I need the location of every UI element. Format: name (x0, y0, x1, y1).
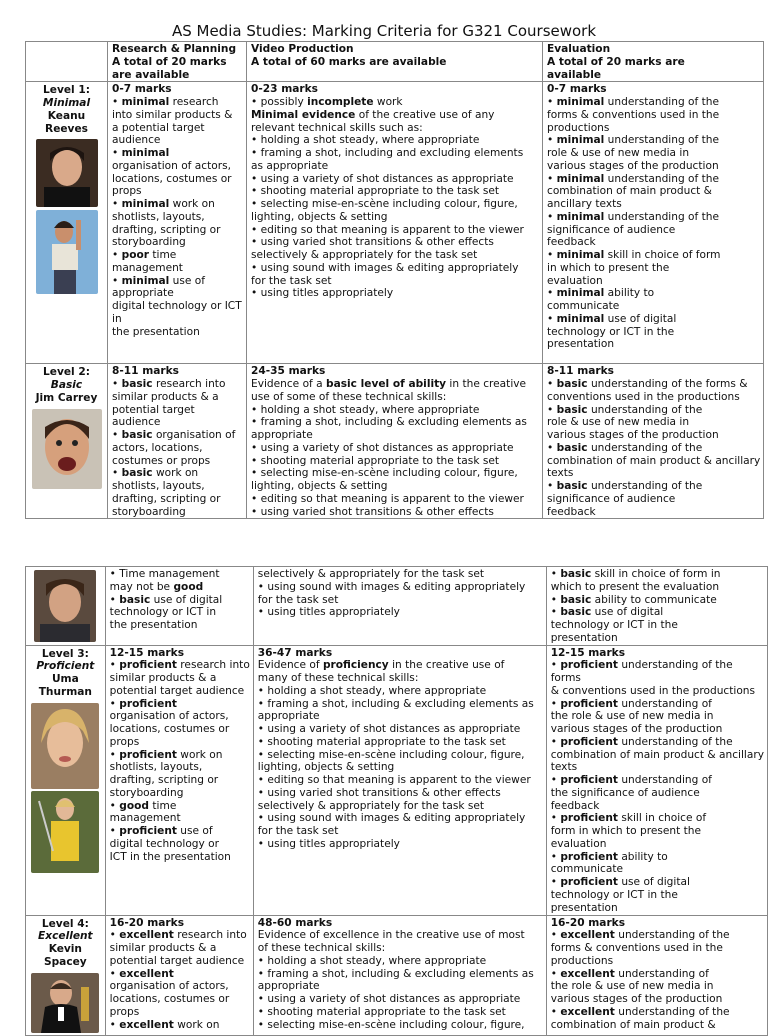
criteria-line: productions (550, 954, 614, 967)
criteria-line: technology or ICT in the (547, 325, 675, 338)
header-blank (26, 42, 108, 82)
criteria-line: locations, costumes or (109, 723, 230, 735)
level-label: Level 2: (43, 366, 90, 379)
criteria-line: for the task set (251, 274, 332, 287)
criteria-line: 0-23 marks (251, 83, 318, 96)
level-2-continued-evaluation (546, 567, 767, 646)
criteria-line: • minimal ability to (547, 287, 655, 300)
criteria-line: props (112, 185, 142, 198)
criteria-line: 12-15 marks (550, 646, 626, 659)
criteria-line: 12-15 marks (109, 646, 185, 659)
page-title: AS Media Studies: Marking Criteria for G321 Coursework (171, 22, 597, 40)
criteria-line: • using sound with images & editing appropriately (251, 261, 519, 274)
criteria-line: significance of audience (547, 223, 676, 236)
criteria-line: 48-60 marks (257, 916, 333, 929)
criteria-line: lighting, objects & setting (251, 210, 388, 223)
criteria-line: significance of audience (547, 492, 676, 505)
header-line: Evaluation (547, 43, 611, 55)
criteria-line: • holding a shot steady, where appropriate (251, 403, 480, 416)
criteria-line: • proficient work on (109, 748, 223, 761)
criteria-line: the role & use of new media in (550, 980, 714, 993)
criteria-line: • excellent (109, 967, 174, 980)
actor-name: Kevin (48, 943, 82, 955)
criteria-line: lighting, objects & setting (257, 761, 395, 774)
criteria-line: • proficient understanding of (550, 697, 712, 710)
criteria-line: digital technology or ICT (112, 300, 242, 312)
criteria-line: presentation (550, 901, 618, 914)
criteria-line: • proficient understanding of (550, 774, 712, 786)
actor-photo (31, 703, 99, 789)
criteria-line: form in which to present the (550, 825, 702, 837)
actor-name: Keanu (47, 109, 86, 122)
criteria-line: organisation of actors, (109, 710, 229, 723)
actor-name: Jim Carrey (35, 391, 98, 404)
criteria-line: props (109, 1005, 140, 1018)
criteria-line: • editing so that meaning is apparent to the viewer (257, 774, 531, 786)
criteria-line: • minimal understanding of the (547, 134, 720, 147)
criteria-line: • basic work on (112, 467, 199, 480)
criteria-line: costumes or props (112, 454, 211, 467)
criteria-line: feedback (550, 799, 600, 812)
header-video (247, 42, 543, 82)
level-name: Minimal (42, 97, 91, 109)
criteria-line: & conventions used in the productions (550, 684, 756, 697)
criteria-line: organisation of actors, (109, 980, 229, 993)
level-name: Basic (50, 379, 83, 391)
criteria-line: • basic ability to communicate (550, 593, 717, 606)
criteria-line: • framing a shot, including and excluding elements (251, 147, 524, 159)
level-1-cell (26, 82, 108, 364)
criteria-line: feedback (547, 505, 596, 518)
level-4-research (105, 915, 253, 1035)
criteria-line: • basic understanding of the forms & (547, 378, 748, 390)
criteria-line: Minimal evidence of the creative use of any (251, 108, 495, 121)
criteria-line: • holding a shot steady, where appropriate (251, 134, 480, 147)
criteria-line: • using titles appropriately (251, 287, 394, 300)
criteria-line: • basic skill in choice of form in (550, 568, 721, 580)
actor-photo (36, 210, 98, 294)
level-name: Proficient (36, 660, 95, 673)
level-2-continued-video (253, 567, 546, 646)
criteria-line: 0-7 marks (112, 83, 172, 96)
criteria-line: in which to present the (547, 261, 670, 274)
criteria-line: shotlists, layouts, (112, 210, 205, 223)
criteria-line: ancillary texts (547, 198, 622, 210)
criteria-line: • using a variety of shot distances as appropriate (251, 172, 514, 185)
criteria-line: appropriate (251, 429, 313, 441)
level-2-continued-cell (26, 567, 106, 646)
criteria-line: • framing a shot, including & excluding elements as (257, 697, 534, 710)
criteria-line: technology or ICT in the (550, 888, 678, 901)
criteria-line: 0-7 marks (547, 83, 607, 96)
criteria-line: • basic understanding of the (547, 441, 703, 454)
criteria-line: • proficient understanding of the (550, 659, 733, 672)
level-label: Level 4: (41, 917, 89, 930)
criteria-line: • excellent understanding of the (550, 929, 730, 942)
criteria-line: management (109, 812, 181, 825)
criteria-line: • excellent understanding of (550, 967, 709, 980)
criteria-line: • minimal work on (112, 198, 215, 210)
level-3-video (253, 645, 546, 915)
level-1-video (247, 82, 543, 364)
criteria-line: • shooting material appropriate to the task set (257, 1005, 506, 1018)
criteria-line: drafting, scripting or (112, 492, 221, 505)
criteria-line: 8-11 marks (112, 365, 179, 378)
criteria-line: productions (547, 121, 610, 134)
criteria-line: 16-20 marks (109, 916, 185, 929)
level-2-evaluation (543, 364, 764, 519)
level-2-row (26, 364, 764, 519)
criteria-line: texts (550, 761, 578, 774)
criteria-line: • basic use of digital (109, 593, 223, 606)
criteria-line: presentation (550, 631, 618, 644)
criteria-line: 8-11 marks (547, 365, 614, 378)
criteria-line: • Time management (109, 568, 220, 580)
level-3-evaluation (546, 645, 767, 915)
level-3-research (105, 645, 253, 915)
criteria-line: presentation (547, 338, 615, 351)
actor-name: Thurman (38, 685, 92, 698)
header-row (26, 42, 764, 82)
level-2-continued-research (105, 567, 253, 646)
criteria-line: shotlists, layouts, (109, 761, 203, 774)
criteria-line: • framing a shot, including & excluding elements as (251, 416, 527, 429)
criteria-line: Evidence of proficiency in the creative use of (257, 659, 505, 672)
header-line: A total of 60 marks are available (251, 55, 447, 68)
criteria-line: evaluation (550, 837, 607, 850)
criteria-line: • selecting mise-en-scène including colour, figure, (251, 467, 518, 480)
criteria-line: • minimal understanding of the (547, 96, 720, 108)
criteria-line: storyboarding (109, 786, 184, 799)
header-line: Research & Planning (112, 43, 237, 55)
criteria-line: feedback (547, 236, 596, 249)
criteria-line: • holding a shot steady, where appropriate (257, 684, 487, 697)
criteria-line: combination of main product & (550, 1018, 716, 1031)
criteria-line: • basic research into (112, 378, 226, 390)
criteria-line: appropriate (257, 980, 320, 993)
level-1-evaluation (543, 82, 764, 364)
criteria-line: shotlists, layouts, (112, 480, 205, 492)
header-line: are available (112, 68, 190, 81)
criteria-line: as appropriate (251, 159, 329, 172)
criteria-line: • minimal understanding of the (547, 210, 720, 223)
criteria-line: into similar products & (112, 108, 233, 121)
level-name: Excellent (38, 930, 93, 943)
criteria-line: for the task set (257, 825, 339, 837)
criteria-line: Evidence of a basic level of ability in the creative (251, 378, 527, 390)
criteria-line: relevant technical skills such as: (251, 121, 423, 134)
criteria-line: potential target audience (109, 954, 245, 967)
criteria-line: • basic organisation of (112, 429, 236, 441)
criteria-line: • using a variety of shot distances as appropriate (257, 993, 521, 1005)
criteria-line: selectively & appropriately for the task set (257, 568, 485, 580)
criteria-line: • shooting material appropriate to the task set (257, 735, 506, 748)
criteria-line: • basic understanding of the (547, 480, 703, 492)
criteria-line: may not be good (109, 580, 204, 593)
criteria-line: technology or ICT in the (550, 619, 678, 631)
header-line: A total of 20 marks are (547, 55, 685, 68)
criteria-line: selectively & appropriately for the task set (251, 249, 478, 261)
criteria-line: • excellent understanding of the (550, 1005, 730, 1018)
criteria-line: • using varied shot transitions & other effects (251, 505, 494, 518)
criteria-line: many of these technical skills: (257, 672, 419, 684)
criteria-line: use of some of these technical skills: (251, 390, 447, 403)
criteria-line: selectively & appropriately for the task set (257, 799, 485, 812)
level-1-research (108, 82, 247, 364)
header-line: Video Production (251, 43, 354, 55)
criteria-line: communicate (547, 300, 620, 312)
criteria-line: Evidence of excellence in the creative use of most (257, 929, 525, 942)
criteria-line: which to present the evaluation (550, 580, 720, 593)
criteria-line: • minimal (112, 147, 170, 159)
criteria-line: • proficient understanding of the (550, 735, 733, 748)
criteria-table-page2 (25, 566, 768, 1036)
criteria-line: • selecting mise-en-scène including colour, figure, (251, 198, 518, 210)
criteria-line: the presentation (109, 619, 198, 631)
criteria-line: various stages of the production (550, 723, 723, 735)
criteria-line: • using sound with images & editing appropriately (257, 812, 526, 825)
criteria-line: • editing so that meaning is apparent to the viewer (251, 492, 524, 505)
criteria-line: locations, costumes or (109, 993, 230, 1005)
criteria-line: combination of main product & ancillary (547, 454, 761, 467)
criteria-line: • minimal use of digital (547, 312, 677, 325)
criteria-line: lighting, objects & setting (251, 480, 388, 492)
criteria-line: evaluation (547, 274, 603, 287)
level-4-cell (26, 915, 106, 1035)
criteria-line: • selecting mise-en-scène including colour, figure, (257, 1018, 525, 1031)
criteria-line: for the task set (257, 593, 339, 606)
criteria-line: • proficient research into (109, 659, 250, 672)
level-label: Level 3: (41, 647, 89, 660)
header-evaluation (543, 42, 764, 82)
criteria-line: • editing so that meaning is apparent to the viewer (251, 223, 524, 236)
level-label: Level 1: (43, 84, 90, 97)
header-line: A total of 20 marks (112, 55, 227, 68)
actor-name: Uma (51, 673, 79, 685)
criteria-line: audience (112, 416, 161, 429)
actor-photo (34, 570, 96, 642)
level-4-video (253, 915, 546, 1035)
level-1-row (26, 82, 764, 364)
level-2-cell (26, 364, 108, 519)
level-3-row (26, 645, 768, 915)
criteria-line: appropriate (257, 710, 320, 723)
criteria-line: digital technology or (109, 837, 219, 850)
criteria-line: • proficient use of (109, 825, 213, 837)
criteria-line: • excellent research into (109, 929, 247, 942)
criteria-line: • basic understanding of the (547, 403, 703, 416)
criteria-line: the significance of audience (550, 786, 700, 799)
criteria-line: similar products & a (109, 942, 217, 954)
criteria-line: role & use of new media in (547, 416, 690, 429)
criteria-line: similar products & a (112, 390, 219, 403)
criteria-line: the presentation (112, 325, 200, 338)
criteria-line: role & use of new media in (547, 147, 690, 159)
criteria-line: storyboarding (112, 505, 186, 518)
criteria-line: actors, locations, (112, 441, 203, 454)
criteria-line: potential target audience (109, 684, 245, 697)
actor-photo (31, 791, 99, 873)
criteria-line: potential target (112, 403, 195, 416)
actor-name: Reeves (45, 122, 88, 135)
criteria-table-page1 (25, 41, 764, 519)
criteria-line: 36-47 marks (257, 646, 333, 659)
criteria-line: combination of main product & (547, 185, 712, 198)
criteria-line: • basic use of digital (550, 606, 664, 619)
criteria-line: in (112, 312, 122, 325)
criteria-line: appropriate (112, 287, 174, 300)
criteria-line: organisation of actors, (112, 159, 231, 172)
criteria-line: the role & use of new media in (550, 710, 714, 723)
criteria-line: locations, costumes or (112, 172, 232, 185)
criteria-line: • poor time (112, 249, 177, 261)
criteria-line: • using titles appropriately (257, 837, 400, 850)
criteria-line: 16-20 marks (550, 916, 626, 929)
header-line: available (547, 68, 602, 81)
criteria-line: similar products & a (109, 672, 217, 684)
criteria-line: • minimal research (112, 96, 219, 108)
criteria-line: storyboarding (112, 236, 186, 249)
criteria-line: a potential target (112, 121, 205, 134)
criteria-line: • using a variety of shot distances as appropriate (251, 441, 514, 454)
criteria-line: • selecting mise-en-scène including colour, figure, (257, 748, 525, 761)
criteria-line: various stages of the production (550, 993, 723, 1005)
actor-name: Spacey (43, 955, 87, 968)
criteria-line: of these technical skills: (257, 942, 386, 954)
criteria-line: • shooting material appropriate to the task set (251, 185, 500, 198)
criteria-line: technology or ICT in (109, 606, 217, 619)
criteria-line: • using varied shot transitions & other effects (257, 786, 501, 799)
criteria-line: • minimal use of (112, 274, 205, 287)
criteria-line: ICT in the presentation (109, 850, 231, 863)
criteria-line: • using varied shot transitions & other effects (251, 236, 494, 249)
criteria-line: audience (112, 134, 161, 147)
criteria-line: conventions used in the productions (547, 390, 740, 403)
criteria-line: drafting, scripting or (112, 223, 221, 236)
criteria-line: • using a variety of shot distances as appropriate (257, 723, 521, 735)
criteria-line: • holding a shot steady, where appropriate (257, 954, 487, 967)
criteria-line: • proficient ability to (550, 850, 668, 863)
criteria-line: forms (550, 672, 581, 684)
criteria-line: • minimal skill in choice of form (547, 249, 721, 261)
criteria-line: • proficient use of digital (550, 876, 690, 888)
level-3-cell (26, 645, 106, 915)
criteria-line: forms & conventions used in the (547, 108, 720, 121)
criteria-line: various stages of the production (547, 429, 719, 441)
level-2-continued-row (26, 567, 768, 646)
criteria-line: combination of main product & ancillary (550, 748, 764, 761)
level-2-video (247, 364, 543, 519)
criteria-line: • possibly incomplete work (251, 96, 403, 108)
criteria-line: communicate (550, 863, 623, 876)
criteria-line: drafting, scripting or (109, 774, 219, 786)
actor-photo (32, 409, 102, 489)
criteria-line: forms & conventions used in the (550, 942, 723, 954)
criteria-line: • minimal understanding of the (547, 172, 720, 185)
criteria-line: management (112, 261, 183, 274)
criteria-line: • proficient skill in choice of (550, 812, 707, 825)
header-research (108, 42, 247, 82)
criteria-line: 24-35 marks (251, 365, 326, 378)
actor-photo (36, 139, 98, 207)
criteria-line: props (109, 735, 140, 748)
level-4-row (26, 915, 768, 1035)
criteria-line: • using sound with images & editing appropriately (257, 580, 526, 593)
criteria-line: various stages of the production (547, 159, 719, 172)
level-4-evaluation (546, 915, 767, 1035)
level-2-research (108, 364, 247, 519)
criteria-line: • proficient (109, 697, 177, 710)
criteria-line: • good time (109, 799, 177, 812)
criteria-line: • using titles appropriately (257, 606, 400, 619)
criteria-line: • framing a shot, including & excluding elements as (257, 967, 534, 980)
criteria-line: • shooting material appropriate to the task set (251, 454, 500, 467)
criteria-line: • excellent work on (109, 1018, 220, 1031)
criteria-line: texts (547, 467, 574, 480)
